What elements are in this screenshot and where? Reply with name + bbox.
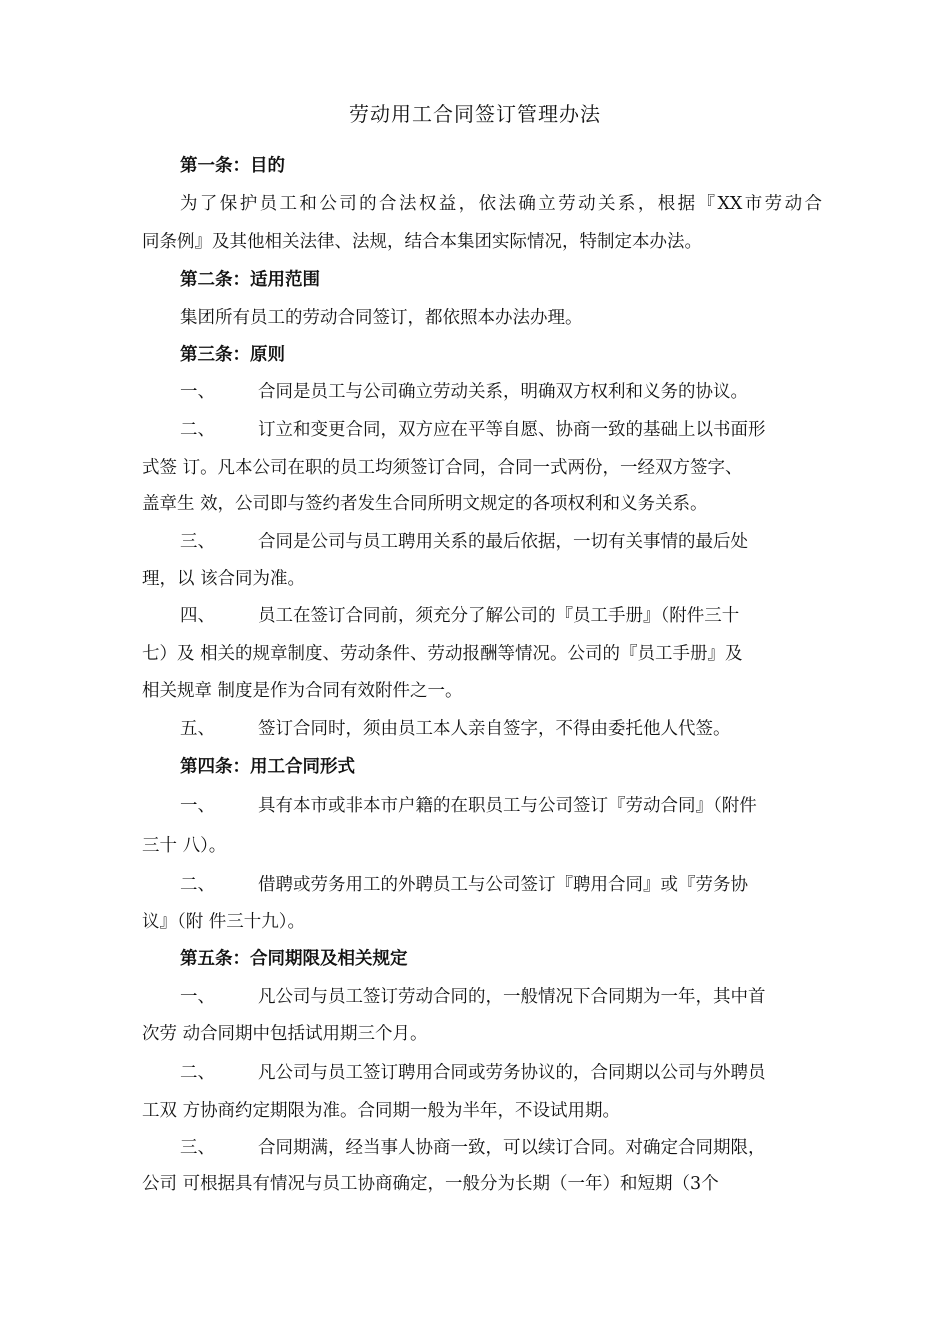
article-3-item-2-line-3: 盖章生 效，公司即与签约者发生合同所明文规定的各项权利和义务关系。 bbox=[142, 494, 708, 514]
item-number: 一、 bbox=[180, 987, 215, 1007]
item-text: 具有本市或非本市户籍的在职员工与公司签订『劳动合同』（附件 bbox=[258, 796, 757, 816]
article-4-item-1 bbox=[180, 794, 822, 818]
article-3-heading: 第三条：原则 bbox=[180, 345, 285, 365]
article-1-text-line-2: 同条例』及其他相关法律、法规，结合本集团实际情况，特制定本办法。 bbox=[142, 232, 702, 252]
article-2-text-line-1: 集团所有员工的劳动合同签订，都依照本办法办理。 bbox=[180, 308, 583, 328]
item-number: 五、 bbox=[180, 719, 215, 739]
article-5-item-3 bbox=[180, 1136, 822, 1160]
item-text: 合同期满，经当事人协商一致，可以续订合同。对确定合同期限， bbox=[258, 1138, 766, 1158]
item-text: 凡公司与员工签订劳动合同的，一般情况下合同期为一年，其中首 bbox=[258, 987, 766, 1007]
item-text: 签订合同时，须由员工本人亲自签字，不得由委托他人代签。 bbox=[258, 719, 731, 739]
item-text: 凡公司与员工签订聘用合同或劳务协议的，合同期以公司与外聘员 bbox=[258, 1063, 766, 1083]
item-text: 员工在签订合同前，须充分了解公司的『员工手册』（附件三十 bbox=[258, 606, 740, 626]
article-4-heading: 第四条：用工合同形式 bbox=[180, 757, 355, 777]
item-number: 二、 bbox=[180, 875, 215, 895]
item-number: 一、 bbox=[180, 796, 215, 816]
article-3-item-1 bbox=[180, 380, 822, 404]
item-text: 借聘或劳务用工的外聘员工与公司签订『聘用合同』或『劳务协 bbox=[258, 875, 748, 895]
item-text: 合同是员工与公司确立劳动关系，明确双方权利和义务的协议。 bbox=[258, 382, 748, 402]
article-5-heading: 第五条：合同期限及相关规定 bbox=[180, 949, 408, 969]
article-3-item-4-line-2: 七）及 相关的规章制度、劳动条件、劳动报酬等情况。公司的『员工手册』及 bbox=[142, 644, 743, 664]
article-5-item-1-line-2: 次劳 动合同期中包括试用期三个月。 bbox=[142, 1024, 428, 1044]
article-5-item-2 bbox=[180, 1061, 822, 1085]
item-number: 一、 bbox=[180, 382, 215, 402]
article-5-item-1 bbox=[180, 985, 822, 1009]
article-3-item-2 bbox=[180, 418, 822, 442]
article-3-item-4-line-3: 相关规章 制度是作为合同有效附件之一。 bbox=[142, 681, 463, 701]
article-1-heading: 第一条：目的 bbox=[180, 156, 285, 176]
article-3-item-3 bbox=[180, 530, 822, 554]
article-5-item-3-line-2: 公司 可根据具有情况与员工协商确定，一般分为长期（一年）和短期（3个 bbox=[142, 1174, 719, 1194]
article-4-item-2-line-2: 议』（附 件三十九）。 bbox=[142, 912, 306, 932]
item-number: 二、 bbox=[180, 1063, 215, 1083]
document-title: 劳动用工合同签订管理办法 bbox=[349, 102, 601, 126]
item-text: 合同是公司与员工聘用关系的最后依据，一切有关事情的最后处 bbox=[258, 532, 748, 552]
item-number: 三、 bbox=[180, 532, 215, 552]
article-1-text-line-1: 为了保护员工和公司的合法权益，依法确立劳动关系，根据『XX市劳动合 bbox=[180, 194, 822, 214]
article-3-item-3-line-2: 理，以 该合同为准。 bbox=[142, 569, 306, 589]
article-4-item-2 bbox=[180, 873, 822, 897]
article-2-heading: 第二条：适用范围 bbox=[180, 270, 320, 290]
item-number: 二、 bbox=[180, 420, 215, 440]
item-text: 订立和变更合同，双方应在平等自愿、协商一致的基础上以书面形 bbox=[258, 420, 766, 440]
item-number: 四、 bbox=[180, 606, 215, 626]
item-number: 三、 bbox=[180, 1138, 215, 1158]
article-3-item-5 bbox=[180, 717, 822, 741]
article-4-item-1-line-2: 三十 八）。 bbox=[142, 836, 227, 856]
article-5-item-2-line-2: 工双 方协商约定期限为准。合同期一般为半年，不设试用期。 bbox=[142, 1101, 621, 1121]
article-3-item-2-line-2: 式签 订。凡本公司在职的员工均须签订合同，合同一式两份，一经双方签字、 bbox=[142, 458, 743, 478]
article-3-item-4 bbox=[180, 604, 822, 628]
